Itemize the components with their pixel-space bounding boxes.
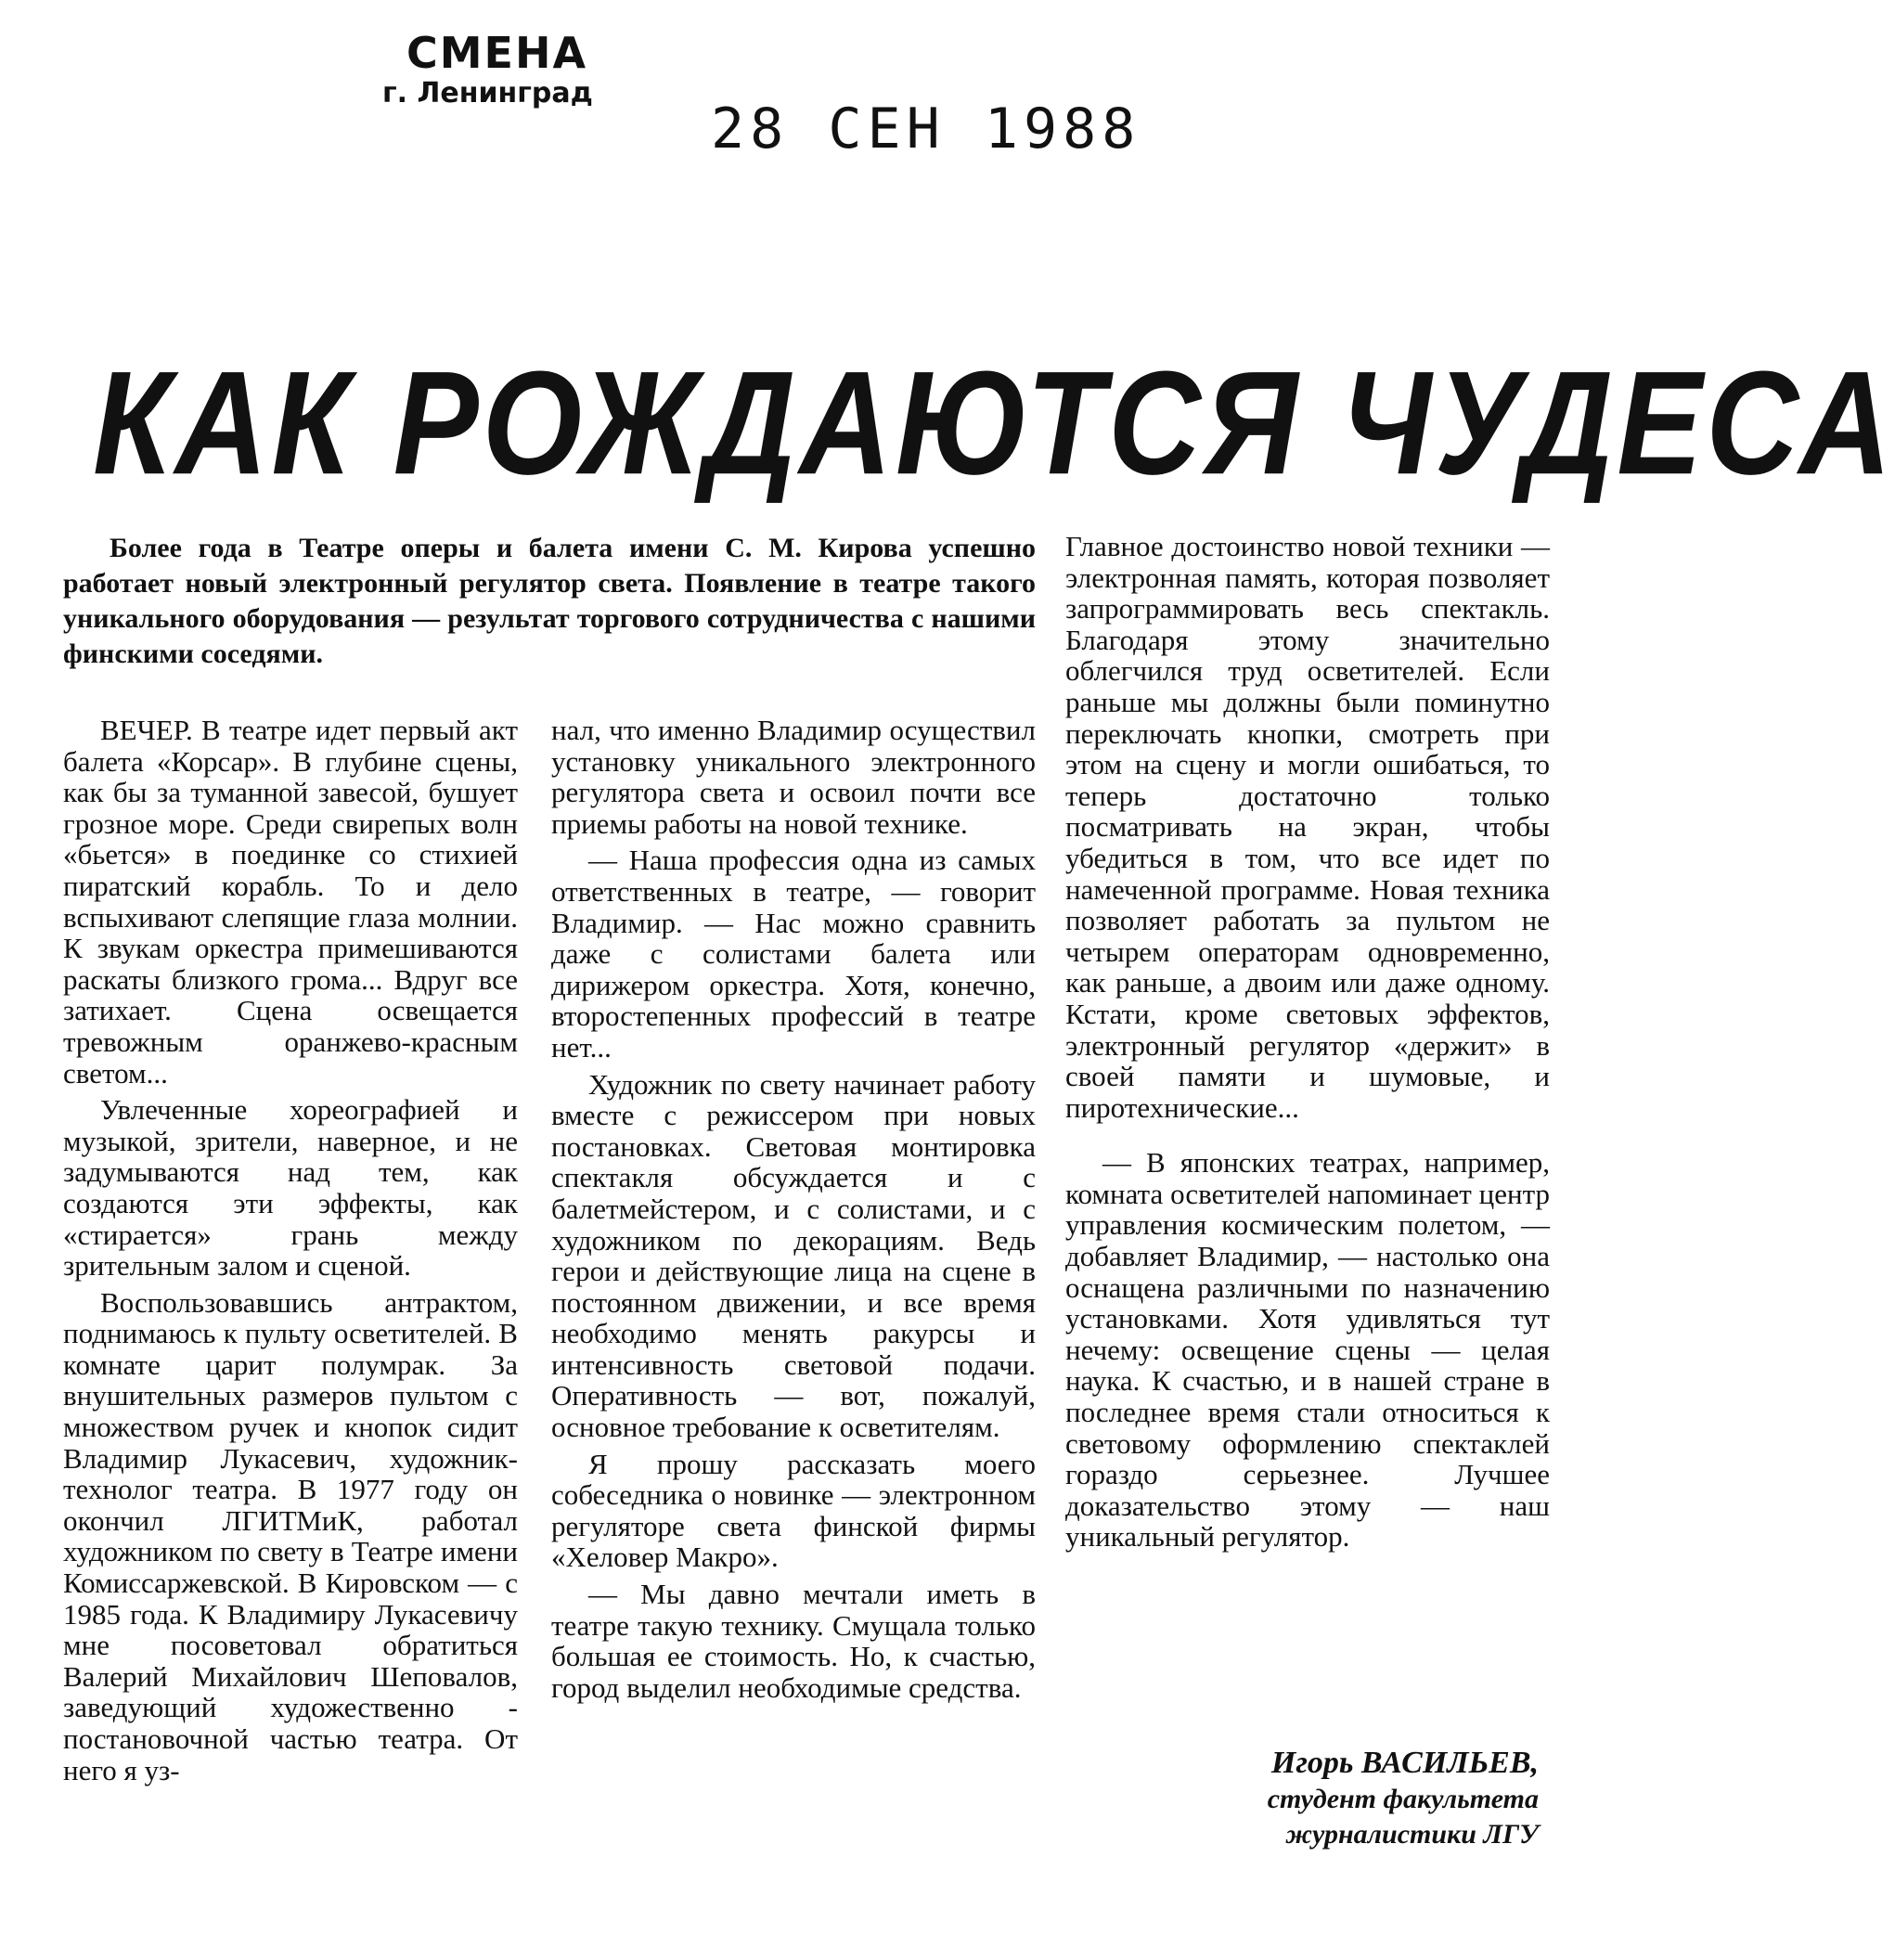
paragraph: Увлеченные хореографией и музыкой, зрители, наверное, и не задумываются над тем, как создаются эти эффекты, как «стирается» грань между зрительным залом и сценой.: [63, 1093, 518, 1283]
paragraph: ВЕЧЕР. В театре идет первый акт балета «Корсар». В глубине сцены, как бы за туманной завесой, бушует грозное море. Среди свирепых волн «бьется» в поединке со стихией пиратский корабль. То и дело вспыхивают слепящие глаза молнии. К звукам оркестра примешиваются раскаты близкого грома... Вдруг все затихает. Сцена освещается тревожным оранжево-красным светом...: [63, 714, 518, 1090]
stamp-city: г. Ленинград: [382, 77, 593, 110]
article-headline: КАК РОЖДАЮТСЯ ЧУДЕСА: [93, 341, 1895, 506]
author-role: студент факультета: [1267, 1784, 1539, 1814]
byline: [1149, 1745, 1539, 1852]
author-role: журналистики ЛГУ: [1285, 1819, 1539, 1850]
stamp-newspaper-name: СМЕНА: [406, 28, 588, 78]
paragraph: — Наша профессия одна из самых ответственных в театре, — говорит Владимир. — Нас можно сравнить даже с солистами балета или дирижером оркестра. Хотя, конечно, второстепенных профессий в театре нет...: [551, 844, 1036, 1064]
paragraph: Художник по свету начинает работу вместе с режиссером при новых постановках. Световая монтировка спектакля обсуждается и с балетмейстером, и с солистами, и с художником по декорациям. Ведь герои и действующие лица на сцене в постоянном движении, и все время необходимо менять ракурсы и интенсивность световой подачи. Оперативность — вот, пожалуй, основное требование к осветителям.: [551, 1067, 1036, 1444]
paragraph: нал, что именно Владимир осуществил установку уникального электронного регулятора света и освоил почти все приемы работы на новой технике.: [551, 714, 1036, 840]
paragraph: Главное достоинство новой техники — электронная память, которая позволяет запрограммировать весь спектакль. Благодаря этому значительно облегчился труд осветителей. Если раньше мы должны были поминутно переключать кнопки, смотреть при этом на сцену и могли ошибаться, то теперь достаточно только посматривать на экран, чтобы убедиться в том, что все идет по намеченной программе. Новая техника позволяет работать за пультом не четырем операторам одновременно, как раньше, а двоим или даже одному. Кстати, кроме световых эффектов, электронный регулятор «держит» в своей памяти и шумовые, и пиротехнические...: [1065, 530, 1550, 1124]
paragraph: — В японских театрах, например, комната осветителей напоминает центр управления космическим полетом, — добавляет Владимир, — настолько она оснащена различными по назначению установками. Хотя удивляться тут нечему: освещение сцены — целая наука. К счастью, и в нашей стране в последнее время стали относиться к световому оформлению спектаклей гораздо серьезнее. Лучшее доказательство этому — наш уникальный регулятор.: [1065, 1146, 1550, 1554]
paragraph: Я прошу рассказать моего собеседника о новинке — электронном регуляторе света финской фирмы «Хеловер Макро».: [551, 1447, 1036, 1574]
text-column-3: [1065, 531, 1550, 1553]
author-name: Игорь ВАСИЛЬЕВ,: [1270, 1746, 1539, 1780]
paragraph: Воспользовавшись антрактом, поднимаюсь к пульту осветителей. В комнате царит полумрак. За внушительных размеров пультом с множеством ручек и кнопок сидит Владимир Лукасевич, художник-технолог театра. В 1977 году он окончил ЛГИТМиК, работал художником по свету в Театре имени Комиссаржевской. В Кировском — с 1985 года. К Владимиру Лукасевичу мне посоветовал обратиться Валерий Михайлович Шеповалов, заведующий художественно - постановочной частью театра. От него я уз-: [63, 1285, 518, 1786]
date-stamp: 28 СЕН 1988: [711, 97, 1141, 161]
newspaper-stamp: [382, 28, 624, 110]
article-lead: Более года в Театре оперы и балета имени С. М. Кирова успешно работает новый электронный регулятор света. Появление в театре такого уникального оборудования — результат торгового сотрудничества с нашими финскими соседями.: [63, 533, 1036, 669]
text-column-2: [551, 715, 1036, 1703]
paragraph: — Мы давно мечтали иметь в театре такую технику. Смущала только большая ее стоимость. Но, к счастью, город выделил необходимые средства.: [551, 1578, 1036, 1704]
text-column-1: [63, 715, 518, 1786]
